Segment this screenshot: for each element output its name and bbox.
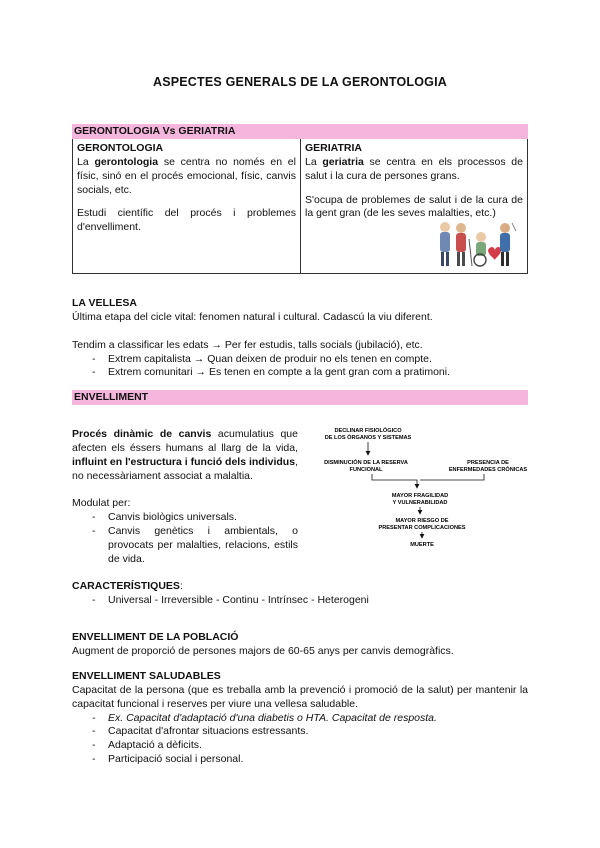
- vellesa-heading: LA VELLESA: [72, 297, 137, 309]
- geriatria-definition: S'ocupa de problemes de salut i de la cura de la gent gran (de les seves malalties, etc.): [305, 193, 523, 220]
- saludables-text: Capacitat de la persona (que es treballa amb la prevenció i promoció de la salut) per mantenir la capacitat funcional i reserves per viure una vellesa saludable.: [72, 683, 528, 710]
- text-run: se centra no només en el físic, sinó en el procés emocional, físic, canvis socials, etc.: [77, 155, 296, 196]
- gerontologia-column: [73, 139, 300, 273]
- list-item: - Canvis genètics i ambientals, o provocats per malalties, relacions, estils de vida.: [72, 525, 298, 567]
- list-item: - Extrem comunitari → Es tenen en compte a la gent gran com a pratimoni.: [72, 366, 528, 380]
- vellesa-text: Última etapa del cicle vital: fenomen natural i cultural. Cadascú la viu diferent.: [72, 310, 433, 323]
- diagram-node-riesgo: MAYOR RIESGO DE: [395, 518, 449, 524]
- geriatria-text: [305, 156, 523, 184]
- section-band-comparison: GERONTOLOGIA Vs GERIATRIA: [72, 124, 528, 139]
- diagram-node-declinar: DECLINAR FISIOLÓGICO: [334, 428, 402, 434]
- diagram-arrow: [420, 474, 484, 480]
- saludables-heading: ENVELLIMENT SALUDABLES: [72, 670, 221, 682]
- vellesa-section: [72, 297, 528, 380]
- gerontologia-text: [77, 156, 296, 198]
- list-item: - Participació social i personal.: [72, 753, 528, 767]
- diagram-node-muerte: MUERTE: [410, 542, 434, 548]
- aging-flow-diagram: [312, 424, 527, 549]
- diagram-node-reserva-2: FUNCIONAL: [349, 467, 383, 473]
- vellesa-list: [72, 353, 528, 381]
- modulat-list: [72, 511, 298, 566]
- text-run-bold: influint en l'estructura i funció dels individus: [72, 455, 296, 468]
- list-item: - Universal - Irreversible - Continu - Intrínsec - Heterogeni: [72, 594, 528, 608]
- envelliment-band-wrap: [72, 390, 528, 405]
- geriatria-heading: GERIATRIA: [305, 142, 362, 154]
- list-item: - Canvis biològics universals.: [72, 511, 298, 525]
- caracteristiques-section: [72, 580, 528, 608]
- diagram-node-declinar-2: DE LOS ÓRGANOS Y SISTEMAS: [324, 435, 412, 441]
- heading-text: CARACTERÍSTIQUES: [72, 580, 180, 592]
- diagram-node-fragilidad: MAYOR FRAGILIDAD: [391, 493, 449, 499]
- section-band-envelliment: ENVELLIMENT: [72, 390, 528, 405]
- vellesa-classify: Tendim a classificar les edats → Per fer estudis, talls socials (jubilació), etc.: [72, 338, 423, 351]
- diagram-node-riesgo-2: PRESENTAR COMPLICACIONES: [378, 525, 466, 531]
- text-run: La: [305, 155, 323, 168]
- caracteristiques-list: [72, 594, 528, 608]
- gerontologia-definition: Estudi científic del procés i problemes d'envelliment.: [77, 207, 296, 234]
- poblacio-text: Augment de proporció de persones majors de 60-65 anys per canvis demogràfics.: [72, 644, 454, 657]
- envelliment-definition: [72, 428, 298, 483]
- text-run: La: [77, 155, 95, 168]
- poblacio-section: [72, 631, 528, 659]
- diagram-node-reserva: DISMINUCIÓN DE LA RESERVA: [324, 460, 408, 466]
- page-title: ASPECTES GENERALS DE LA GERONTOLOGIA: [152, 75, 448, 89]
- heading-colon: :: [179, 580, 183, 592]
- text-run-bold: geriatria: [322, 155, 364, 168]
- list-item: - Ex. Capacitat d'adaptació d'una diabetis o HTA. Capacitat de resposta.: [72, 712, 528, 726]
- diagram-node-cronicas-2: ENFERMEDADES CRÓNICAS: [448, 467, 527, 473]
- text-run-bold: gerontologia: [94, 155, 159, 168]
- geriatria-column: [300, 139, 527, 273]
- diagram-node-fragilidad-2: Y VULNERABILIDAD: [392, 500, 448, 506]
- poblacio-heading: ENVELLIMENT DE LA POBLACIÓ: [72, 631, 239, 643]
- diagram-arrow: [372, 474, 417, 488]
- list-item: - Extrem capitalista → Quan deixen de produir no els tenen en compte.: [72, 353, 528, 367]
- list-item: - Adaptació a dèficits.: [72, 739, 528, 753]
- saludables-list: [72, 712, 528, 767]
- comparison-table: [72, 124, 528, 274]
- elderly-people-illustration: [435, 219, 517, 269]
- gerontologia-heading: GERONTOLOGIA: [77, 142, 164, 154]
- saludables-section: [72, 670, 528, 767]
- diagram-node-cronicas: PRESENCIA DE: [467, 460, 509, 466]
- envelliment-section: [72, 428, 298, 567]
- list-item: - Capacitat d'afrontar situacions estressants.: [72, 725, 528, 739]
- text-run: , no necessàriament associat a malaltia.: [72, 455, 298, 482]
- caracteristiques-heading: [72, 580, 528, 594]
- text-run-bold: Procés dinàmic de canvis: [72, 428, 212, 440]
- text-run: acumulatius que afecten els éssers humans al llarg de la vida,: [72, 428, 298, 454]
- comparison-grid: [72, 139, 528, 274]
- text-run: se centra en els processos de salut i la cura de persones grans.: [305, 155, 523, 182]
- modulat-label: Modulat per:: [72, 497, 131, 510]
